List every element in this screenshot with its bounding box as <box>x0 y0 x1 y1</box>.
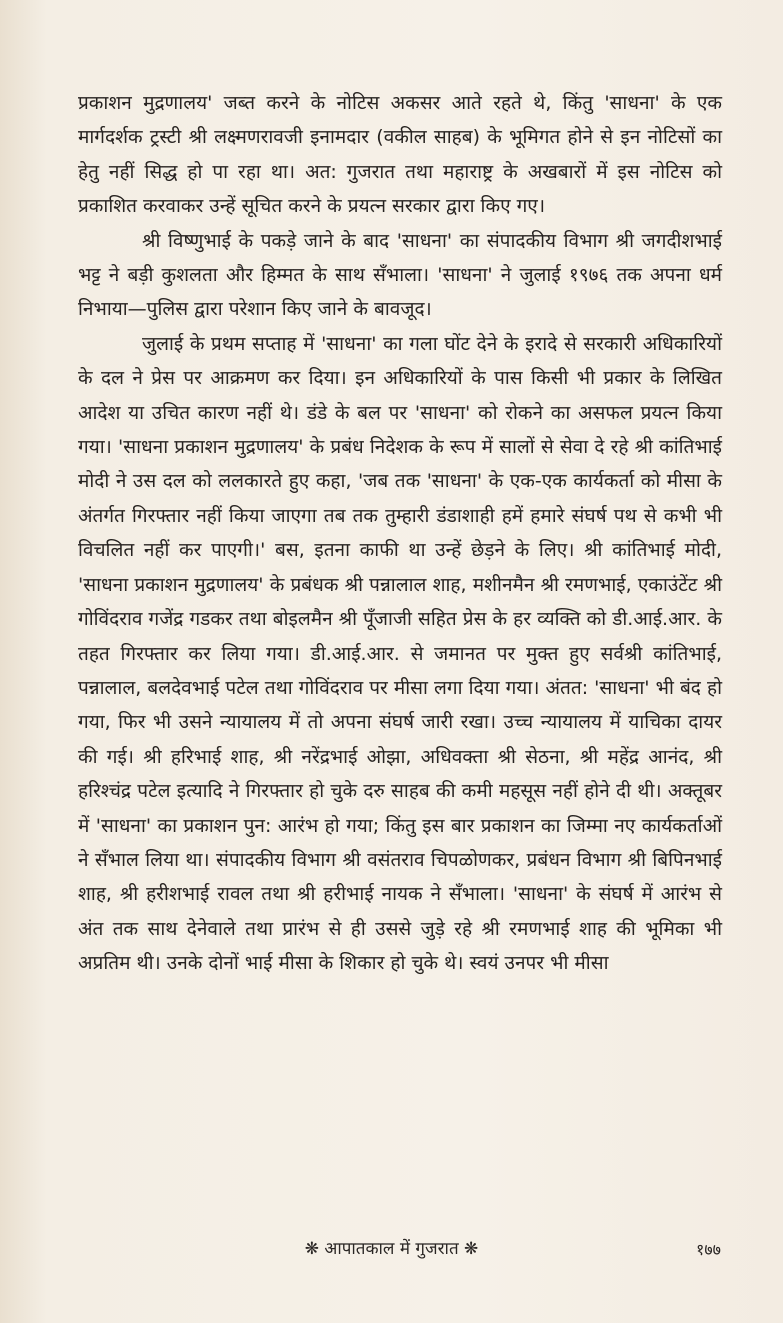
running-footer-title: ❋ आपातकाल में गुजरात ❋ <box>304 1239 479 1259</box>
paragraph-2: श्री विष्णुभाई के पकड़े जाने के बाद 'साधना' का संपादकीय विभाग श्री जगदीशभाई भट्ट ने बड़ी कुशलता और हिम्मत के साथ सँभाला। 'साधना' ने जुलाई १९७६ तक अपना धर्म निभाया—पुलिस द्वारा परेशान किए जाने के बावजूद। <box>78 229 722 321</box>
paragraph-1: प्रकाशन मुद्रणालय' जब्त करने के नोटिस अकसर आते रहते थे, किंतु 'साधना' के एक मार्गदर्शक ट्रस्टी श्री लक्ष्मणरावजी इनामदार (वकील साहब) के भूमिगत होने से इन नोटिसों का हेतु नहीं सिद्ध हो पा रहा था। अत: गुजरात तथा महाराष्ट्र के अखबारों में इस नोटिस को प्रकाशित करवाकर उन्हें सूचित करने के प्रयत्न सरकार द्वारा किए गए। <box>78 92 722 218</box>
paragraph-3: जुलाई के प्रथम सप्ताह में 'साधना' का गला घोंट देने के इरादे से सरकारी अधिकारियों के दल ने प्रेस पर आक्रमण कर दिया। इन अधिकारियों के पास किसी भी प्रकार के लिखित आदेश या उचित कारण नहीं थे। डंडे के बल पर 'साधना' को रोकने का असफल प्रयत्न किया गया। 'साधना प्रकाशन मुद्रणालय' के प्रबंध निदेशक के रूप में सालों से सेवा दे रहे श्री कांतिभाई मोदी ने उस दल को ललकारते हुए कहा, 'जब तक 'साधना' के एक-एक कार्यकर्ता को मीसा के अंतर्गत गिरफ्तार नहीं किया जाएगा तब तक तुम्हारी डंडाशाही हमें हमारे संघर्ष पथ से कभी भी विचलित नहीं कर पाएगी।' बस, इतना काफी था उन्हें छेड़ने के लिए। श्री कांतिभाई मोदी, 'साधना प्रकाशन मुद्रणालय' के प्रबंधक श्री पन्नालाल शाह, मशीनमैन श्री रमणभाई, एकाउंटेंट श्री गोविंदराव गजेंद्र गडकर तथा बोइलमैन श्री पूँजाजी सहित प्रेस के हर व्यक्ति को डी.आई.आर. के तहत गिरफ्तार कर लिया गया। डी.आई.आर. से जमानत पर मुक्त हुए सर्वश्री कांतिभाई, पन्नालाल, बलदेवभाई पटेल तथा गोविंदराव पर मीसा लगा दिया गया। अंतत: 'साधना' भी बंद हो गया, फिर भी उसने न्यायालय में तो अपना संघर्ष जारी रखा। उच्च न्यायालय में याचिका दायर की गई। श्री हरिभाई शाह, श्री नरेंद्रभाई ओझा, अधिवक्ता श्री सेठना, श्री महेंद्र आनंद, श्री हरिश्चंद्र पटेल इत्यादि ने गिरफ्तार हो चुके दरु साहब की कमी महसूस नहीं होने दी थी। अक्तूबर में 'साधना' का प्रकाशन पुन: आरंभ हो गया; किंतु इस बार प्रकाशन का जिम्मा नए कार्यकर्ताओं ने सँभाल लिया था। संपादकीय विभाग श्री वसंतराव चिपळोणकर, प्रबंधन विभाग श्री बिपिनभाई शाह, श्री हरीशभाई रावल तथा श्री हरीभाई नायक ने सँभाला। 'साधना' के संघर्ष में आरंभ से अंत तक साथ देनेवाले तथा प्रारंभ से ही उससे जुड़े रहे श्री रमणभाई शाह की भूमिका भी अप्रतिम थी। उनके दोनों भाई मीसा के शिकार हो चुके थे। स्वयं उनपर भी मीसा <box>78 332 722 975</box>
body-text <box>78 86 722 981</box>
page-number: १७७ <box>696 1240 721 1259</box>
